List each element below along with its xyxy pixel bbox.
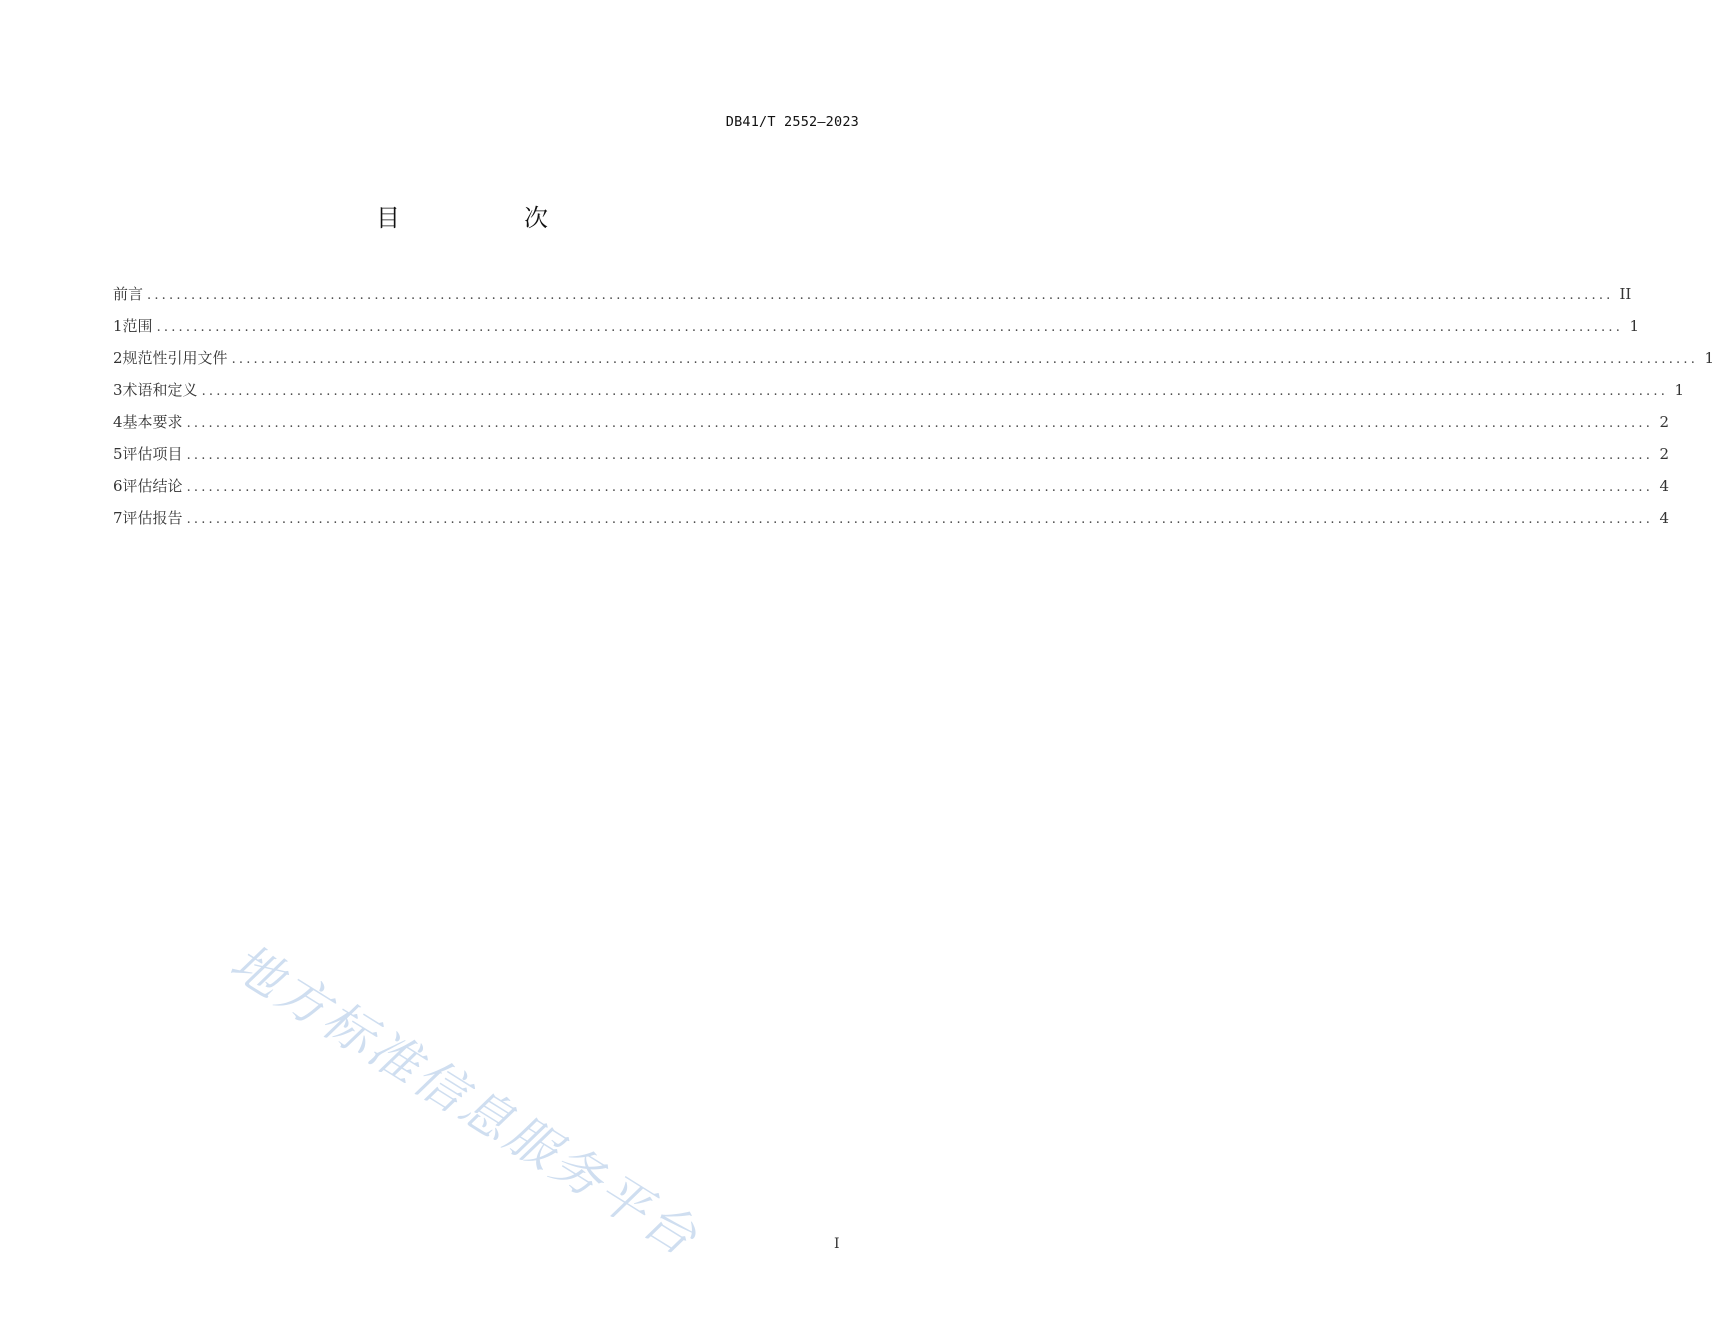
- toc-title: 目 次: [376, 204, 598, 232]
- toc-entry-label: 范围: [122, 317, 153, 335]
- toc-leader-dots: ........................................................................................................................................................................................................: [186, 480, 1654, 495]
- toc-leader-dots: ........................................................................................................................................................................................................: [186, 448, 1654, 463]
- toc-leader-dots: ........................................................................................................................................................................................................: [231, 352, 1699, 367]
- toc-entry-label: 规范性引用文件: [122, 349, 228, 367]
- toc-entry-terms-definitions[interactable]: [113, 379, 1685, 411]
- toc-entry-label: 基本要求: [122, 413, 183, 431]
- toc-entry-assessment-conclusion[interactable]: [113, 475, 1670, 507]
- page-number: I: [834, 1236, 840, 1252]
- watermark: 地方标准信息服务平台: [220, 932, 710, 1269]
- toc-entry-label: 前言: [113, 285, 144, 303]
- toc-entry-number: 3: [113, 381, 123, 399]
- toc-entry-foreword[interactable]: [113, 283, 1632, 315]
- toc-entry-number: 7: [113, 509, 123, 527]
- toc-leader-dots: ........................................................................................................................................................................................................: [201, 384, 1669, 399]
- toc-entry-page: 4: [1659, 509, 1670, 527]
- document-code: DB41/T 2552—2023: [725, 114, 859, 130]
- toc-entry-page: 1: [1704, 349, 1714, 367]
- toc-leader-dots: ........................................................................................................................................................................................................: [147, 288, 1614, 303]
- toc-entry-number: 2: [113, 349, 123, 367]
- toc-leader-dots: ........................................................................................................................................................................................................: [186, 512, 1654, 527]
- toc-leader-dots: ........................................................................................................................................................................................................: [186, 416, 1654, 431]
- toc-entry-basic-requirements[interactable]: [113, 411, 1670, 443]
- toc-entry-page: 1: [1629, 317, 1640, 335]
- toc-entry-assessment-report[interactable]: [113, 507, 1670, 539]
- toc-entry-assessment-items[interactable]: [113, 443, 1670, 475]
- toc-entry-label: 评估项目: [122, 445, 183, 463]
- table-of-contents: [113, 283, 1714, 539]
- toc-leader-dots: ........................................................................................................................................................................................................: [156, 320, 1624, 335]
- toc-entry-number: 1: [113, 317, 123, 335]
- toc-entry-number: 6: [113, 477, 123, 495]
- toc-entry-scope[interactable]: [113, 315, 1640, 347]
- toc-entry-page: 2: [1659, 445, 1670, 463]
- toc-entry-page: 2: [1659, 413, 1670, 431]
- toc-entry-page: 4: [1659, 477, 1670, 495]
- toc-entry-page: 1: [1674, 381, 1685, 399]
- toc-entry-number: 4: [113, 413, 123, 431]
- toc-entry-label: 术语和定义: [122, 381, 198, 399]
- toc-entry-normative-references[interactable]: [113, 347, 1714, 379]
- toc-entry-label: 评估结论: [122, 477, 183, 495]
- toc-entry-page: II: [1619, 285, 1632, 303]
- toc-entry-number: 5: [113, 445, 123, 463]
- toc-entry-label: 评估报告: [122, 509, 183, 527]
